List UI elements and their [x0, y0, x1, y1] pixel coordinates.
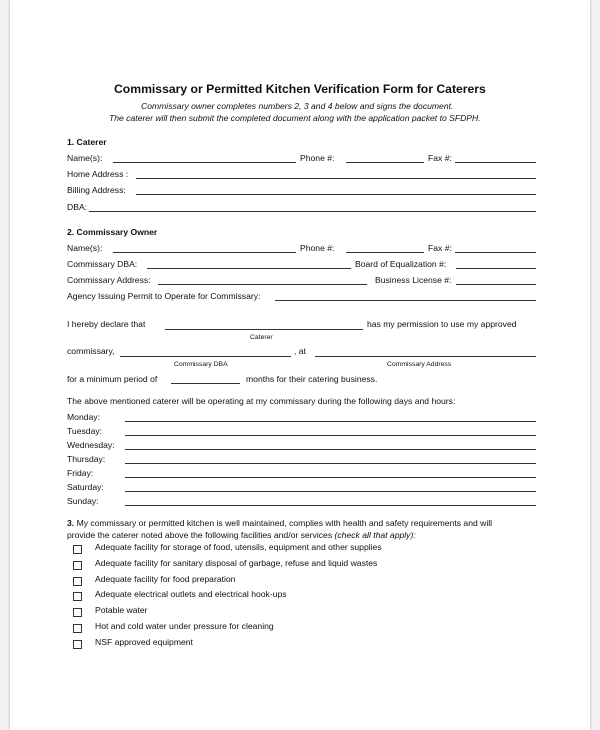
checkbox-food-preparation[interactable]	[73, 577, 82, 586]
day-label-wednesday: Wednesday:	[67, 440, 115, 450]
section3-number: 3.	[67, 518, 75, 528]
agency-permit-field[interactable]	[275, 300, 536, 301]
owner-fax-field[interactable]	[455, 252, 536, 253]
owner-phone-label: Phone #:	[300, 243, 335, 253]
day-hours-saturday[interactable]	[125, 491, 536, 492]
board-equalization-field[interactable]	[456, 268, 536, 269]
day-hours-sunday[interactable]	[125, 505, 536, 506]
day-label-friday: Friday:	[67, 468, 94, 478]
owner-fax-label: Fax #:	[428, 243, 452, 253]
day-label-monday: Monday:	[67, 412, 100, 422]
caterer-phone-field[interactable]	[346, 162, 424, 163]
commissary-dba-label: Commissary DBA:	[67, 259, 138, 269]
home-address-label: Home Address :	[67, 169, 129, 179]
owner-names-field[interactable]	[113, 252, 296, 253]
day-label-saturday: Saturday:	[67, 482, 104, 492]
checkbox-nsf-equipment[interactable]	[73, 640, 82, 649]
checkbox-hot-cold-water[interactable]	[73, 624, 82, 633]
day-hours-friday[interactable]	[125, 477, 536, 478]
board-equalization-label: Board of Equalization #:	[355, 259, 447, 269]
item-storage: Adequate facility for storage of food, utensils, equipment and other supplies	[95, 542, 382, 552]
checkbox-storage[interactable]	[73, 545, 82, 554]
owner-names-label: Name(s):	[67, 243, 103, 253]
minimum-suffix: months for their catering business.	[246, 374, 378, 384]
caterer-fax-field[interactable]	[455, 162, 536, 163]
day-hours-thursday[interactable]	[125, 463, 536, 464]
billing-address-label: Billing Address:	[67, 185, 126, 195]
declare-commissary-dba-field[interactable]	[120, 356, 291, 357]
commissary-address-label: Commissary Address:	[67, 275, 151, 285]
declare-commissary-address-field[interactable]	[315, 356, 536, 357]
section3-line1	[67, 518, 492, 529]
billing-address-field[interactable]	[136, 194, 536, 195]
day-hours-wednesday[interactable]	[125, 449, 536, 450]
caterer-caption: Caterer	[250, 334, 273, 341]
day-hours-monday[interactable]	[125, 421, 536, 422]
checkbox-garbage-disposal[interactable]	[73, 561, 82, 570]
section3-line2-italic: (check all that apply):	[334, 530, 416, 540]
item-hot-cold-water: Hot and cold water under pressure for cleaning	[95, 621, 274, 631]
commissary-prefix: commissary,	[67, 346, 115, 356]
owner-phone-field[interactable]	[346, 252, 424, 253]
commissary-address-caption: Commissary Address	[387, 361, 452, 368]
caterer-fax-label: Fax #:	[428, 153, 452, 163]
day-label-sunday: Sunday:	[67, 496, 99, 506]
section3-line2	[67, 530, 416, 541]
commissary-dba-caption: Commissary DBA	[174, 361, 228, 368]
commissary-address-field[interactable]	[158, 284, 367, 285]
checkbox-potable-water[interactable]	[73, 608, 82, 617]
agency-permit-label: Agency Issuing Permit to Operate for Commissary:	[67, 291, 261, 301]
at-text: , at	[294, 346, 306, 356]
section1-heading: 1. Caterer	[67, 137, 107, 147]
day-label-thursday: Thursday:	[67, 454, 106, 464]
declare-prefix: I hereby declare that	[67, 319, 146, 329]
permission-text: has my permission to use my approved	[367, 319, 517, 329]
subtitle-2: The caterer will then submit the completed document along with the application packet to SFDPH.	[109, 113, 481, 123]
form-title: Commissary or Permitted Kitchen Verification Form for Caterers	[114, 82, 486, 96]
section3-line1-text: My commissary or permitted kitchen is well maintained, complies with health and safety requirements and will	[76, 518, 493, 528]
commissary-dba-field[interactable]	[147, 268, 351, 269]
schedule-intro: The above mentioned caterer will be operating at my commissary during the following days and hours:	[67, 396, 456, 406]
item-nsf-equipment: NSF approved equipment	[95, 637, 193, 647]
caterer-dba-label: DBA:	[67, 202, 88, 212]
checkbox-electrical[interactable]	[73, 592, 82, 601]
section3-line2-plain: provide the caterer noted above the following facilities and/or services	[67, 530, 333, 540]
minimum-months-field[interactable]	[171, 383, 240, 384]
item-potable-water: Potable water	[95, 605, 148, 615]
caterer-phone-label: Phone #:	[300, 153, 335, 163]
day-hours-tuesday[interactable]	[125, 435, 536, 436]
day-label-tuesday: Tuesday:	[67, 426, 103, 436]
form-page	[10, 0, 590, 730]
caterer-names-label: Name(s):	[67, 153, 103, 163]
section2-heading: 2. Commissary Owner	[67, 227, 158, 237]
home-address-field[interactable]	[136, 178, 536, 179]
item-garbage-disposal: Adequate facility for sanitary disposal of garbage, refuse and liquid wastes	[95, 558, 378, 568]
business-license-field[interactable]	[456, 284, 536, 285]
subtitle-1: Commissary owner completes numbers 2, 3 and 4 below and signs the document.	[141, 101, 454, 111]
business-license-label: Business License #:	[375, 275, 452, 285]
item-electrical: Adequate electrical outlets and electrical hook-ups	[95, 589, 287, 599]
caterer-names-field[interactable]	[113, 162, 296, 163]
declare-caterer-field[interactable]	[165, 329, 363, 330]
minimum-prefix: for a minimum period of	[67, 374, 158, 384]
caterer-dba-field[interactable]	[89, 211, 536, 212]
item-food-preparation: Adequate facility for food preparation	[95, 574, 236, 584]
